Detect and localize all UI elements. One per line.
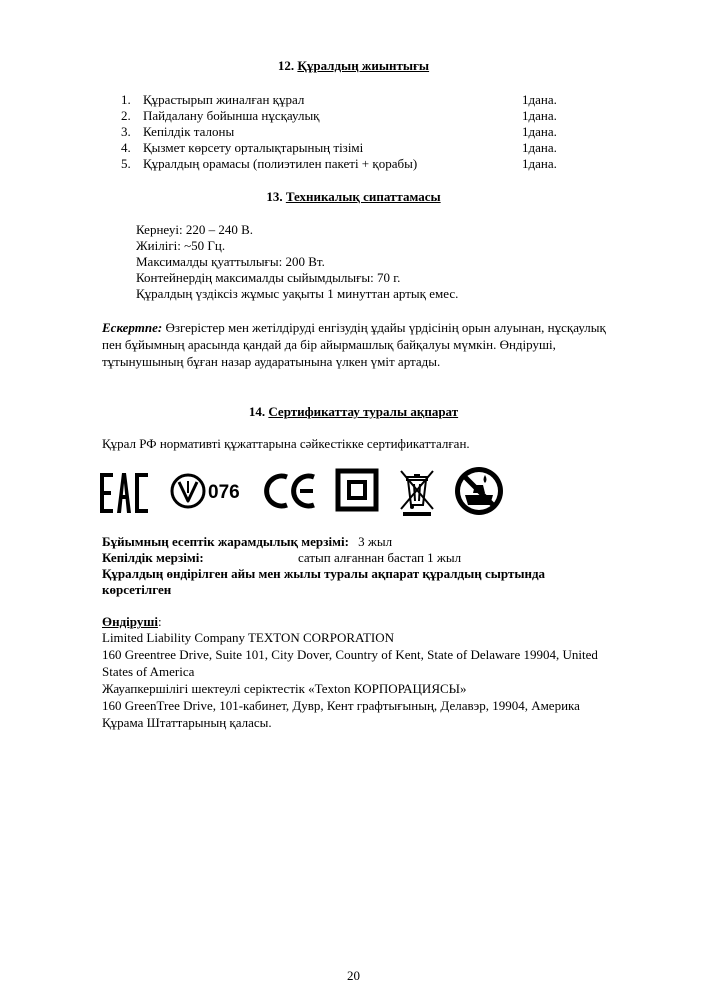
list-item-qty: 1дана. bbox=[522, 108, 557, 123]
manufacturer-label: Өндіруші bbox=[102, 614, 158, 629]
manufacturer-line: Жауапкершілігі шектеулі серіктестік «Texton КОРПОРАЦИЯСЫ» bbox=[102, 681, 467, 696]
list-item-text: Құрастырып жиналған құрал bbox=[143, 92, 305, 107]
section-13-title: Техникалық сипаттамасы bbox=[285, 189, 441, 204]
list-item bbox=[0, 156, 707, 172]
spec-line: Максималды қуаттылығы: 200 Вт. bbox=[136, 254, 325, 269]
warranty-value: сатып алғаннан бастап 1 жыл bbox=[298, 550, 462, 565]
manufacturer-line: 160 Greentree Drive, Suite 101, City Dover, Country of Kent, State of Delaware 19904, United bbox=[102, 647, 598, 662]
section-13-number: 13. bbox=[266, 189, 283, 204]
note-label: Ескертпе: bbox=[102, 320, 163, 335]
list-item-text: Қызмет көрсету орталықтарының тізімі bbox=[143, 140, 364, 155]
no-water-icon bbox=[453, 465, 505, 517]
cert-text: Құрал РФ нормативті құжаттарына сәйкестікке сертификатталған. bbox=[102, 436, 470, 451]
list-item-qty: 1дана. bbox=[522, 156, 557, 171]
service-life-value: 3 жыл bbox=[358, 534, 393, 549]
spec-line: Кернеуі: 220 – 240 В. bbox=[136, 222, 253, 237]
spec-line: Контейнердің максималды сыйымдылығы: 70 г. bbox=[136, 270, 401, 285]
spec-line: Жиілігі: ~50 Гц. bbox=[136, 238, 226, 253]
manufacture-info-line: Құралдың өндірілген айы мен жылы туралы ақпарат құралдың сыртында bbox=[102, 566, 546, 581]
ukrsepro-icon bbox=[168, 465, 254, 517]
list-item-text: Кепілдік талоны bbox=[143, 124, 235, 139]
note-line: тұтынушының бұған назар аударатынына үлкен үміт артады. bbox=[102, 354, 441, 369]
ce-icon bbox=[261, 465, 321, 517]
manufacturer-line: Құрама Штаттарының қаласы. bbox=[102, 715, 272, 730]
certification-marks bbox=[98, 465, 508, 517]
list-item-text: Құралдың орамасы (полиэтилен пакеті + қорабы) bbox=[143, 156, 418, 171]
weee-bin-icon bbox=[395, 465, 439, 517]
section-12-heading bbox=[0, 58, 707, 74]
section-14-title: Сертификаттау туралы ақпарат bbox=[268, 404, 459, 419]
section-13-heading bbox=[0, 189, 707, 205]
spec-line: Құралдың үздіксіз жұмыс уақыты 1 минуттан артық емес. bbox=[136, 286, 459, 301]
warranty-label: Кепілдік мерзімі: bbox=[102, 550, 204, 565]
list-item bbox=[0, 124, 707, 140]
section-14-heading bbox=[0, 404, 707, 420]
manufacturer-line: Limited Liability Company TEXTON CORPORATION bbox=[102, 630, 395, 645]
section-12-title: Құралдың жиынтығы bbox=[297, 58, 430, 73]
list-item-text: Пайдалану бойынша нұсқаулық bbox=[143, 108, 320, 123]
list-item-number: 3. bbox=[121, 124, 131, 139]
service-life-line bbox=[102, 534, 392, 550]
note-line: пен бұйымның арасында қандай да бір айырмашлық байқалуы мүмкін. Өндіруші, bbox=[102, 337, 556, 352]
eac-icon bbox=[98, 465, 152, 517]
double-insulation-icon bbox=[333, 465, 381, 517]
page-number: 20 bbox=[347, 968, 360, 983]
list-item-qty: 1дана. bbox=[522, 92, 557, 107]
service-life-label: Бұйымның есептік жарамдылық мерзімі: bbox=[102, 534, 349, 549]
list-item-qty: 1дана. bbox=[522, 124, 557, 139]
section-14-number: 14. bbox=[248, 404, 266, 419]
manufacture-info-line: көрсетілген bbox=[102, 582, 172, 597]
note-text: Өзгерістер мен жетілдіруді енгізудің ұдайы үрдісінің орын алуынан, нұсқаулық bbox=[165, 320, 606, 335]
section-12-number: 12. bbox=[277, 58, 295, 73]
list-item-qty: 1дана. bbox=[522, 140, 557, 155]
manufacturer-line: States of America bbox=[102, 664, 195, 679]
ukrsepro-code: 076 bbox=[208, 482, 240, 503]
manufacturer-heading bbox=[102, 614, 162, 630]
list-item bbox=[0, 140, 707, 156]
list-item-number: 5. bbox=[121, 156, 131, 171]
list-item-number: 2. bbox=[121, 108, 131, 123]
note-line bbox=[102, 320, 606, 336]
list-item-number: 1. bbox=[121, 92, 131, 107]
list-item-number: 4. bbox=[121, 140, 131, 155]
manufacturer-colon: : bbox=[157, 614, 162, 629]
list-item bbox=[0, 108, 707, 124]
manufacturer-line: 160 GreenTree Drive, 101-кабинет, Дувр, Кент графтығының, Делавэр, 19904, Америка bbox=[102, 698, 580, 713]
list-item bbox=[0, 92, 707, 108]
